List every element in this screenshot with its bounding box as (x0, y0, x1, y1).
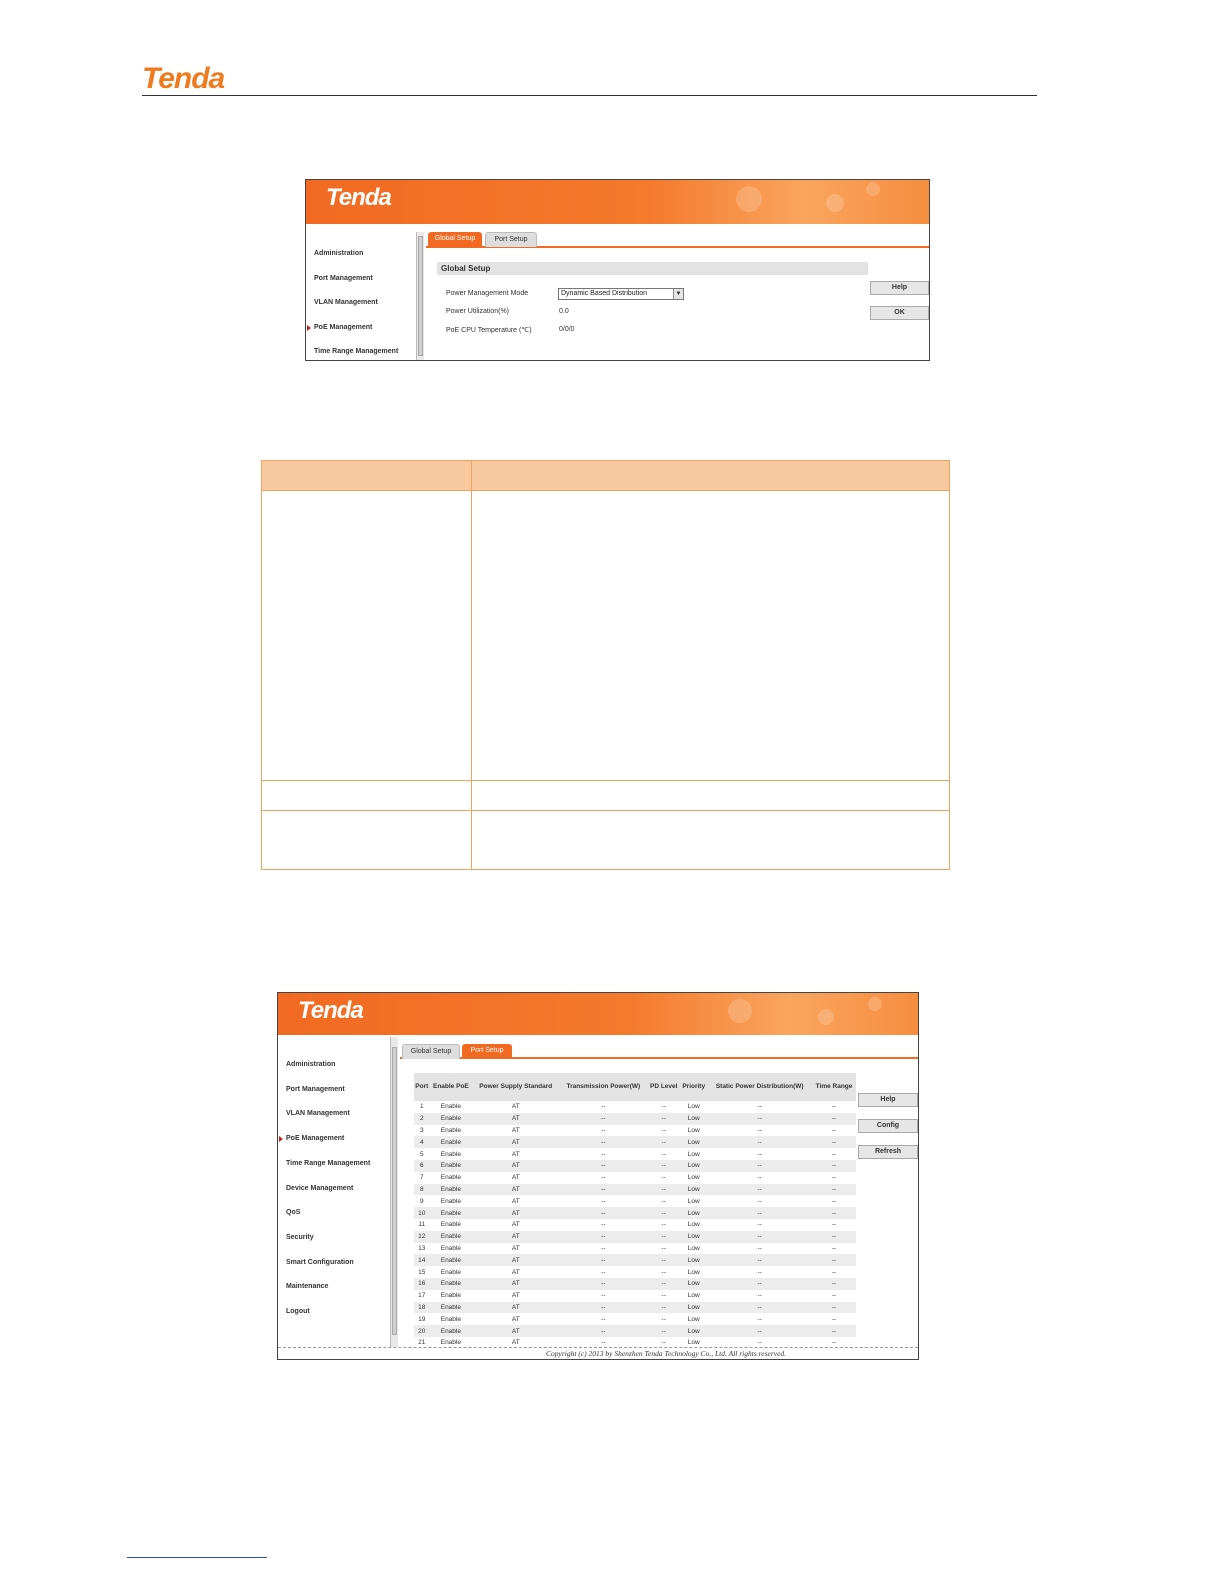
table-row[interactable] (414, 1160, 856, 1172)
table-cell: -- (647, 1231, 680, 1243)
table-cell: 17 (418, 1292, 426, 1300)
table-row[interactable] (414, 1195, 856, 1207)
sidebar-item-security[interactable]: Security (286, 1233, 314, 1241)
sidebar-scrollbar[interactable] (416, 232, 424, 360)
table-cell: -- (831, 1126, 837, 1134)
table-cell: Low (687, 1174, 700, 1182)
tab-global-setup[interactable]: Global Setup (402, 1044, 460, 1059)
column-header: Time Range (812, 1073, 856, 1101)
table-cell: Low (687, 1103, 700, 1111)
tab-global-setup[interactable]: Global Setup (428, 232, 482, 246)
table-cell: AT (511, 1126, 520, 1134)
table-row[interactable] (414, 1148, 856, 1160)
table-cell: -- (757, 1197, 762, 1205)
table-cell: Enable (440, 1268, 461, 1276)
table-cell: -- (757, 1150, 762, 1158)
table-cell: Low (687, 1292, 700, 1300)
copyright-text: Copyright (c) 2013 by Shenzhen Tenda Technology Co., Ltd. All rights reserved. (546, 1349, 787, 1358)
table-cell: -- (647, 1184, 680, 1196)
table-cell: Enable (440, 1339, 461, 1347)
table-cell: Low (680, 1136, 707, 1148)
table-cell: 14 (414, 1254, 430, 1266)
column-header: Power Supply Standard (472, 1073, 559, 1101)
table-row[interactable] (414, 1101, 856, 1113)
ok-button[interactable]: OK (870, 306, 929, 320)
table-cell: AT (511, 1221, 520, 1229)
table-cell: Enable (430, 1136, 473, 1148)
section-title: Global Setup (437, 262, 868, 275)
table-cell: -- (661, 1150, 666, 1158)
table-cell: -- (812, 1160, 856, 1172)
sidebar-item-qos[interactable]: QoS (286, 1209, 301, 1217)
port-setup-screenshot (277, 992, 919, 1360)
table-cell: Low (680, 1207, 707, 1219)
table-cell: -- (707, 1136, 812, 1148)
table-cell: 21 (418, 1339, 426, 1347)
help-button[interactable]: Help (870, 281, 929, 295)
table-cell: -- (661, 1197, 666, 1205)
table-cell: AT (511, 1315, 520, 1323)
table-cell: -- (661, 1174, 666, 1182)
sidebar-item-logout[interactable]: Logout (286, 1308, 310, 1315)
table-row[interactable] (414, 1207, 856, 1219)
table-cell: -- (812, 1302, 856, 1314)
tab-port-setup[interactable]: Port Setup (462, 1044, 512, 1058)
table-cell: AT (511, 1150, 520, 1158)
column-header: Enable PoE (430, 1073, 473, 1101)
port-table (414, 1073, 856, 1349)
table-cell: -- (559, 1184, 647, 1196)
table-cell: -- (707, 1207, 812, 1219)
table-row[interactable] (414, 1113, 856, 1125)
table-cell: 5 (419, 1150, 424, 1158)
table-cell: 1 (419, 1103, 424, 1111)
active-arrow-icon (307, 325, 311, 331)
banner-bubble (826, 194, 844, 212)
table-cell: -- (647, 1136, 680, 1148)
table-row[interactable] (414, 1125, 856, 1137)
table-cell: AT (472, 1113, 559, 1125)
table-cell: -- (647, 1207, 680, 1219)
table-cell: Low (687, 1339, 700, 1347)
table-cell: -- (559, 1136, 647, 1148)
table-row[interactable] (414, 1302, 856, 1314)
table-cell: Enable (440, 1221, 461, 1229)
table-cell: -- (757, 1174, 762, 1182)
sidebar-item-maintenance[interactable]: Maintenance (286, 1283, 329, 1291)
table-cell: Enable (440, 1315, 461, 1323)
table-cell: -- (812, 1254, 856, 1266)
table-cell: Enable (440, 1197, 461, 1205)
table-cell: -- (757, 1315, 762, 1323)
column-divider (471, 461, 472, 869)
table-cell: -- (661, 1221, 666, 1229)
banner-logo: Tenda (298, 997, 363, 1024)
table-cell: Low (687, 1244, 700, 1252)
table-cell: Enable (440, 1103, 461, 1111)
table-cell: -- (559, 1113, 647, 1125)
table-cell: Enable (430, 1184, 473, 1196)
table-cell: -- (812, 1325, 856, 1337)
banner-bubble (728, 999, 752, 1023)
table-cell: -- (661, 1103, 666, 1111)
table-cell: -- (831, 1174, 837, 1182)
table-cell: 15 (418, 1268, 426, 1276)
table-cell: -- (647, 1302, 680, 1314)
table-cell: -- (831, 1244, 837, 1252)
sidebar-scrollbar[interactable] (390, 1037, 398, 1347)
table-cell: -- (831, 1103, 837, 1111)
sidebar-item-port-management[interactable]: Port Management (314, 274, 373, 282)
table-cell: -- (661, 1339, 666, 1347)
table-cell: AT (511, 1244, 520, 1252)
table-cell: 6 (414, 1160, 430, 1172)
table-cell: -- (647, 1325, 680, 1337)
table-cell: -- (831, 1292, 837, 1300)
table-cell: Enable (430, 1231, 473, 1243)
tab-port-setup[interactable]: Port Setup (485, 232, 537, 247)
table-cell: 16 (414, 1278, 430, 1290)
table-cell: AT (472, 1231, 559, 1243)
table-cell: -- (707, 1254, 812, 1266)
table-cell: 3 (419, 1126, 424, 1134)
table-cell: Enable (430, 1302, 473, 1314)
table-cell: -- (831, 1315, 837, 1323)
table-cell: Low (680, 1302, 707, 1314)
sidebar-item-administration[interactable]: Administration (286, 1061, 336, 1068)
table-cell: -- (647, 1113, 680, 1125)
table-cell: AT (511, 1268, 520, 1276)
table-cell: -- (831, 1197, 837, 1205)
row-divider (262, 810, 949, 811)
table-row[interactable] (414, 1219, 856, 1231)
table-cell: -- (707, 1113, 812, 1125)
table-row[interactable] (414, 1325, 856, 1337)
refresh-button[interactable]: Refresh (858, 1145, 918, 1159)
table-cell: AT (472, 1325, 559, 1337)
table-cell: -- (757, 1103, 762, 1111)
table-cell: Enable (430, 1207, 473, 1219)
table-cell: -- (757, 1221, 762, 1229)
table-cell: -- (831, 1339, 837, 1347)
table-cell: -- (661, 1244, 666, 1252)
sidebar-item-administration[interactable]: Administration (314, 250, 364, 257)
sidebar-item-poe-management[interactable]: PoE Management (286, 1135, 345, 1143)
table-cell: -- (707, 1302, 812, 1314)
table-cell: -- (559, 1207, 647, 1219)
table-cell: -- (757, 1339, 762, 1347)
table-cell: -- (559, 1302, 647, 1314)
table-row[interactable] (414, 1278, 856, 1290)
table-cell: AT (472, 1302, 559, 1314)
table-cell: AT (472, 1278, 559, 1290)
table-cell: Low (680, 1160, 707, 1172)
table-cell: Low (687, 1150, 700, 1158)
table-row[interactable] (414, 1266, 856, 1278)
table-cell: -- (647, 1254, 680, 1266)
table-cell: AT (511, 1197, 520, 1205)
table-cell: Low (680, 1113, 707, 1125)
table-cell: -- (601, 1197, 606, 1205)
table-cell: AT (472, 1254, 559, 1266)
table-cell: 18 (414, 1302, 430, 1314)
table-cell: -- (812, 1136, 856, 1148)
table-cell: -- (707, 1184, 812, 1196)
table-cell: 19 (418, 1315, 426, 1323)
table-cell: Enable (440, 1126, 461, 1134)
table-cell: -- (757, 1268, 762, 1276)
footer-divider (278, 1347, 918, 1348)
table-cell: -- (601, 1339, 606, 1347)
table-cell: -- (661, 1315, 666, 1323)
table-cell: -- (559, 1231, 647, 1243)
table-cell: -- (812, 1113, 856, 1125)
table-cell: 7 (419, 1174, 424, 1182)
table-cell: -- (559, 1278, 647, 1290)
table-cell: 10 (414, 1207, 430, 1219)
config-button[interactable]: Config (858, 1119, 918, 1133)
table-cell: -- (757, 1244, 762, 1252)
table-cell: Low (687, 1221, 700, 1229)
table-row[interactable] (414, 1243, 856, 1255)
table-cell: -- (559, 1254, 647, 1266)
table-cell: Enable (430, 1325, 473, 1337)
table-cell: Enable (440, 1174, 461, 1182)
scrollbar-thumb[interactable] (392, 1047, 397, 1335)
table-cell: Enable (430, 1113, 473, 1125)
help-button[interactable]: Help (858, 1093, 918, 1107)
table-cell: -- (601, 1292, 606, 1300)
table-cell: -- (559, 1325, 647, 1337)
table-cell: 20 (414, 1325, 430, 1337)
table-row[interactable] (414, 1290, 856, 1302)
banner-bubble (736, 186, 762, 212)
table-cell: Low (687, 1268, 700, 1276)
table-cell: -- (601, 1174, 606, 1182)
table-cell: Low (680, 1325, 707, 1337)
table-cell: Enable (430, 1254, 473, 1266)
sidebar-item-vlan-management[interactable]: VLAN Management (314, 299, 378, 306)
sidebar-item-time-range-management[interactable]: Time Range Management (286, 1159, 371, 1167)
power-utilization-value: 0.0 (559, 308, 569, 315)
power-utilization-label: Power Utilization(%) (446, 308, 510, 315)
table-cell: -- (812, 1231, 856, 1243)
table-cell: 2 (414, 1113, 430, 1125)
table-cell: AT (472, 1136, 559, 1148)
table-cell: -- (559, 1160, 647, 1172)
table-cell: -- (831, 1150, 837, 1158)
table-cell: -- (661, 1268, 666, 1276)
parameter-table-header (262, 461, 949, 491)
table-cell: 8 (414, 1184, 430, 1196)
table-cell: Enable (440, 1150, 461, 1158)
table-cell: 4 (414, 1136, 430, 1148)
table-cell: AT (472, 1160, 559, 1172)
banner (306, 180, 929, 224)
table-cell: -- (812, 1184, 856, 1196)
table-cell: AT (472, 1184, 559, 1196)
table-cell: Enable (440, 1292, 461, 1300)
column-header: PD Level (647, 1073, 680, 1101)
table-row[interactable] (414, 1254, 856, 1266)
table-cell: 9 (419, 1197, 424, 1205)
table-row[interactable] (414, 1231, 856, 1243)
table-cell: -- (647, 1160, 680, 1172)
sidebar-item-vlan-management[interactable]: VLAN Management (286, 1110, 350, 1118)
table-row[interactable] (414, 1172, 856, 1184)
parameter-table (261, 460, 950, 870)
cpu-temperature-value: 0/0/0 (559, 326, 575, 333)
row-divider (262, 780, 949, 781)
table-cell: -- (707, 1231, 812, 1243)
table-cell: -- (661, 1126, 666, 1134)
tenda-logo: Tenda (142, 62, 225, 95)
sidebar-item-poe-management[interactable]: PoE Management (314, 323, 373, 331)
table-cell: Low (680, 1184, 707, 1196)
table-cell: 13 (418, 1244, 426, 1252)
table-cell: -- (812, 1207, 856, 1219)
cpu-temperature-label: PoE CPU Temperature (℃) (446, 327, 532, 334)
table-cell: Low (680, 1254, 707, 1266)
power-mode-label: Power Management Mode (446, 290, 529, 297)
table-cell: -- (601, 1150, 606, 1158)
table-cell: -- (707, 1160, 812, 1172)
global-setup-screenshot (305, 179, 930, 361)
table-cell: Enable (430, 1160, 473, 1172)
table-cell: Low (687, 1197, 700, 1205)
table-cell: -- (831, 1268, 837, 1276)
table-cell: Enable (440, 1244, 461, 1252)
sidebar-item-port-management[interactable]: Port Management (286, 1085, 345, 1093)
table-cell: 12 (414, 1231, 430, 1243)
banner-logo: Tenda (326, 184, 391, 211)
header-rule (142, 95, 1037, 96)
table-row[interactable] (414, 1313, 856, 1325)
table-cell: AT (511, 1103, 520, 1111)
power-mode-value: Dynamic Based Distribution (561, 290, 647, 297)
sidebar-item-device-management[interactable]: Device Management (286, 1184, 354, 1192)
table-cell: Enable (430, 1278, 473, 1290)
table-cell: -- (661, 1292, 666, 1300)
table-cell: -- (757, 1292, 762, 1300)
banner-bubble (868, 997, 882, 1011)
table-cell: Low (680, 1278, 707, 1290)
table-cell: -- (601, 1103, 606, 1111)
table-cell: Low (680, 1231, 707, 1243)
scrollbar-thumb[interactable] (418, 236, 423, 356)
table-cell: AT (472, 1207, 559, 1219)
power-mode-select[interactable] (558, 288, 684, 300)
sidebar-item-time-range-management[interactable]: Time Range Management (314, 348, 399, 355)
table-cell: -- (601, 1315, 606, 1323)
table-cell: -- (601, 1221, 606, 1229)
table-cell: -- (707, 1325, 812, 1337)
table-cell: Low (687, 1126, 700, 1134)
table-row[interactable] (414, 1136, 856, 1148)
column-header: Transmission Power(W) (559, 1073, 647, 1101)
table-cell: -- (812, 1278, 856, 1290)
table-cell: -- (601, 1268, 606, 1276)
table-cell: 11 (418, 1221, 426, 1229)
table-cell: -- (831, 1221, 837, 1229)
table-row[interactable] (414, 1184, 856, 1196)
banner (278, 993, 918, 1035)
table-cell: -- (601, 1126, 606, 1134)
table-cell: Low (687, 1315, 700, 1323)
table-cell: -- (601, 1244, 606, 1252)
chevron-down-icon: ▼ (673, 289, 683, 299)
column-header: Static Power Distribution(W) (707, 1073, 812, 1101)
table-cell: -- (647, 1278, 680, 1290)
active-arrow-icon (279, 1136, 283, 1142)
banner-bubble (818, 1009, 834, 1025)
table-cell: AT (511, 1292, 520, 1300)
table-cell: -- (757, 1126, 762, 1134)
sidebar-item-smart-configuration[interactable]: Smart Configuration (286, 1258, 354, 1266)
column-header: Port (414, 1073, 430, 1101)
table-cell: AT (511, 1174, 520, 1182)
column-header: Priority (680, 1073, 707, 1101)
table-cell: AT (511, 1339, 520, 1347)
table-cell: -- (707, 1278, 812, 1290)
banner-bubble (866, 182, 880, 196)
footer-link-underline (127, 1557, 267, 1558)
